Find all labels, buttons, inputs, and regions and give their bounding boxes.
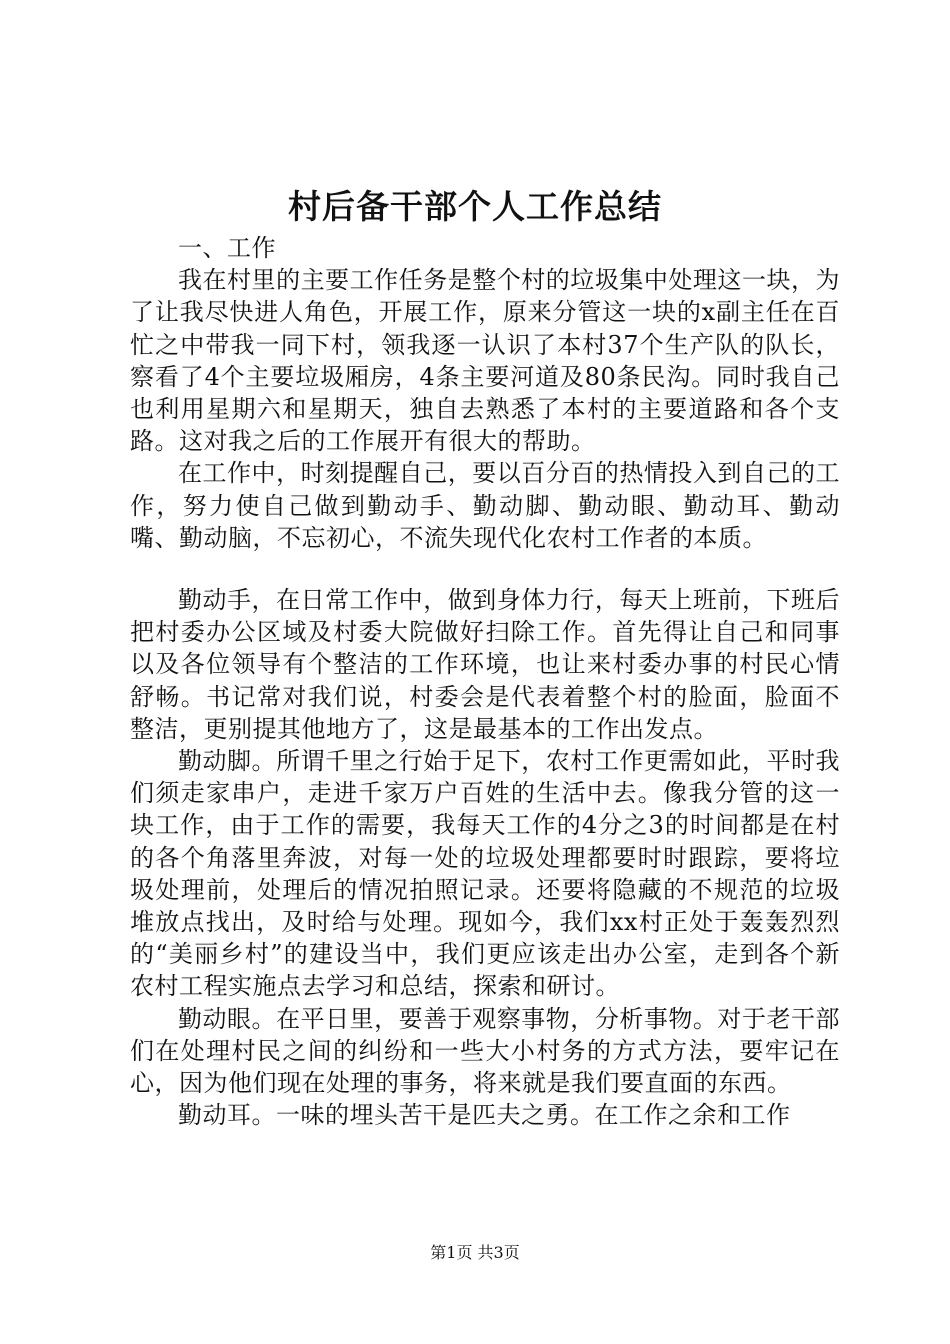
body-paragraph: 勤动手，在日常工作中，做到身体力行，每天上班前，下班后把村委办公区域及村委大院做好扫除工作。首先得让自己和同事以及各位领导有个整洁的工作环境，也让来村委办事的村民心情舒畅。书记常对我们说，村委会是代表着整个村的脸面，脸面不整洁，更别提其他地方了，这是最基本的工作出发点。 (130, 586, 840, 743)
paragraph-spacer (130, 554, 840, 584)
document-body (130, 232, 840, 1131)
body-paragraph: 勤动眼。在平日里，要善于观察事物，分析事物。对于老干部们在处理村民之间的纠纷和一些大小村务的方式方法，要牢记在心，因为他们现在处理的事务，将来就是我们要直面的东西。 (130, 1004, 840, 1098)
body-paragraph: 在工作中，时刻提醒自己，要以百分百的热情投入到自己的工作，努力使自己做到勤动手、勤动脚、勤动眼、勤动耳、勤动嘴、勤动脑，不忘初心，不流失现代化农村工作者的本质。 (130, 459, 840, 552)
body-paragraph: 勤动脚。所谓千里之行始于足下，农村工作更需如此，平时我们须走家串户，走进千家万户百姓的生活中去。像我分管的这一块工作，由于工作的需要，我每天工作的4分之3的时间都是在村的各个角落里奔波，对每一处的垃圾处理都要时时跟踪，要将垃圾处理前，处理后的情况拍照记录。还要将隐藏的不规范的垃圾堆放点找出，及时给与处理。现如今，我们xx村正处于轰轰烈烈的“美丽乡村”的建设当中，我们更应该走出办公室，走到各个新农村工程实施点去学习和总结，探索和研讨。 (130, 747, 840, 1001)
document-title: 村后备干部个人工作总结 (288, 187, 662, 226)
section-heading: 一、工作 (178, 234, 276, 262)
page-number: 第1页 共3页 (430, 1243, 520, 1262)
body-paragraph: 勤动耳。一味的埋头苦干是匹夫之勇。在工作之余和工作 (178, 1101, 791, 1130)
body-paragraph: 我在村里的主要工作任务是整个村的垃圾集中处理这一块，为了让我尽快进人角色，开展工作，原来分管这一块的x副主任在百忙之中带我一同下村，领我逐一认识了本村37个生产队的队长，察看了4个主要垃圾厢房，4条主要河道及80条民沟。同时我自己也利用星期六和星期天，独自去熟悉了本村的主要道路和各个支路。这对我之后的工作展开有很大的帮助。 (130, 266, 840, 456)
